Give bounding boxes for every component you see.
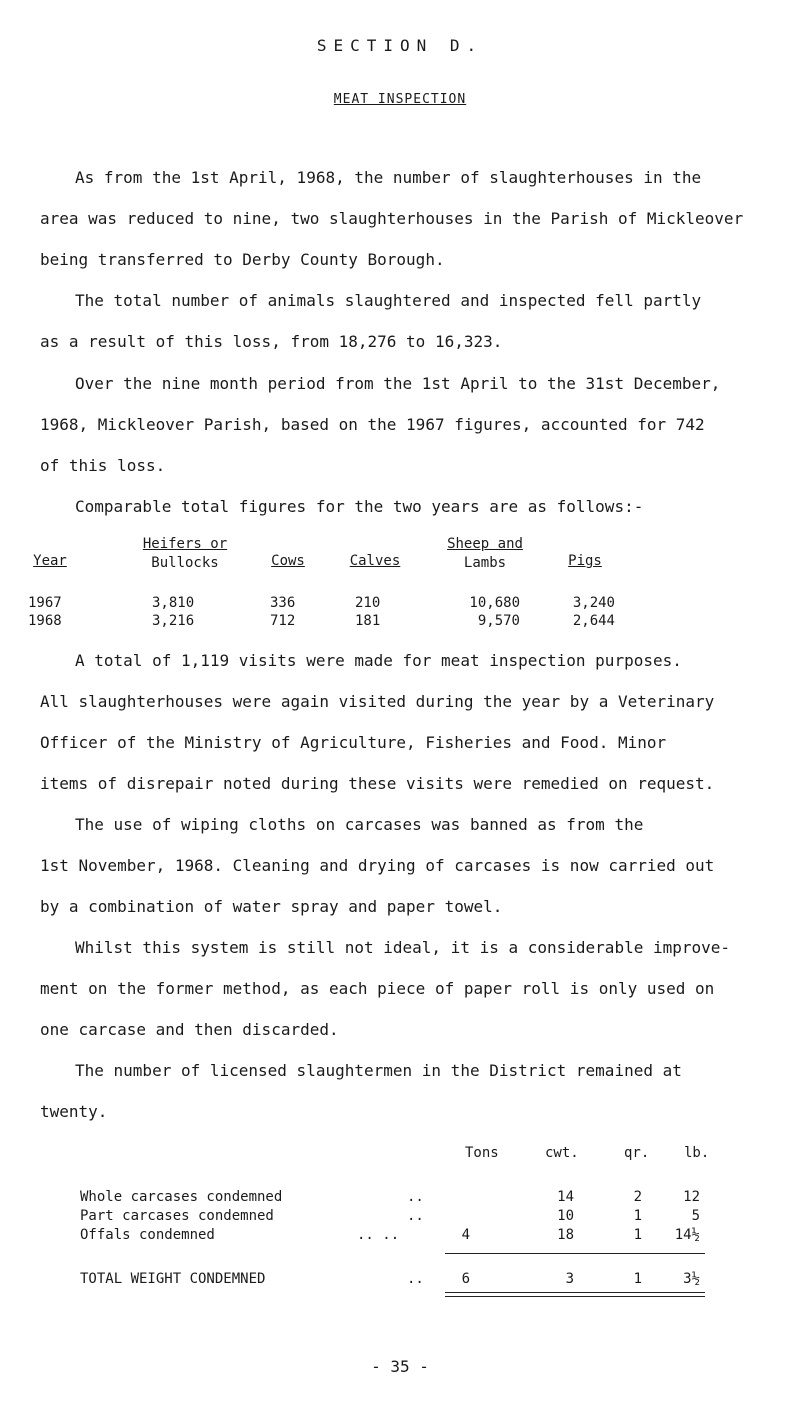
header-sheep-bottom: Lambs xyxy=(463,555,507,571)
row-label: Offals condemned xyxy=(80,1227,215,1243)
header-tons: Tons xyxy=(465,1145,499,1161)
header-pigs: Pigs xyxy=(568,553,602,569)
header-calves: Calves xyxy=(349,553,401,569)
total-rule-bottom xyxy=(445,1296,705,1297)
paragraph-line: area was reduced to nine, two slaughterhouses in the Parish of Mickleover xyxy=(40,209,744,228)
paragraph-line: as a result of this loss, from 18,276 to 16,323. xyxy=(40,332,503,351)
cell-lb: 14½ xyxy=(674,1227,700,1243)
paragraph-line: As from the 1st April, 1968, the number of slaughterhouses in the xyxy=(75,168,702,187)
cell-cwt: 14 xyxy=(557,1189,574,1205)
paragraph-line: twenty. xyxy=(40,1102,108,1121)
header-heifers-bottom: Bullocks xyxy=(151,555,219,571)
cell-calves: 210 xyxy=(355,595,381,611)
cell-tons: 4 xyxy=(461,1227,470,1243)
cell-heifers: 3,810 xyxy=(152,595,195,611)
cell-lb: 12 xyxy=(683,1189,700,1205)
paragraph-line: The total number of animals slaughtered and inspected fell partly xyxy=(75,291,702,310)
total-cwt: 3 xyxy=(565,1271,574,1287)
cell-pigs: 2,644 xyxy=(572,613,615,629)
paragraph-line: of this loss. xyxy=(40,456,166,475)
paragraph-line: The number of licensed slaughtermen in the District remained at xyxy=(75,1061,682,1080)
row-label: Whole carcases condemned xyxy=(80,1189,283,1205)
total-lb: 3½ xyxy=(683,1271,700,1287)
paragraph-line: ment on the former method, as each piece of paper roll is only used on xyxy=(40,979,715,998)
total-label: TOTAL WEIGHT CONDEMNED xyxy=(80,1271,266,1287)
page-number: - 35 - xyxy=(371,1357,429,1376)
cell-heifers: 3,216 xyxy=(152,613,195,629)
cell-pigs: 3,240 xyxy=(572,595,615,611)
total-tons: 6 xyxy=(461,1271,470,1287)
cell-qr: 2 xyxy=(633,1189,642,1205)
header-sheep-top: Sheep and xyxy=(447,536,523,552)
subtotal-rule xyxy=(445,1253,705,1254)
paragraph-line: Comparable total figures for the two years are as follows:- xyxy=(75,497,644,516)
cell-cwt: 10 xyxy=(557,1208,574,1224)
cell-calves: 181 xyxy=(355,613,381,629)
header-cows: Cows xyxy=(271,553,305,569)
cell-cows: 712 xyxy=(270,613,296,629)
header-lb: lb. xyxy=(684,1145,710,1161)
section-title: SECTION D. xyxy=(316,36,484,55)
total-rule-top xyxy=(445,1292,705,1293)
paragraph-line: 1968, Mickleover Parish, based on the 1967 figures, accounted for 742 xyxy=(40,415,705,434)
cell-qr: 1 xyxy=(633,1208,642,1224)
page-heading: MEAT INSPECTION xyxy=(333,92,467,107)
paragraph-line: All slaughterhouses were again visited during the year by a Veterinary xyxy=(40,692,715,711)
paragraph-line: 1st November, 1968. Cleaning and drying of carcases is now carried out xyxy=(40,856,715,875)
header-year: Year xyxy=(33,553,67,569)
paragraph-line: Officer of the Ministry of Agriculture, Fisheries and Food. Minor xyxy=(40,733,667,752)
paragraph-line: Whilst this system is still not ideal, it is a considerable improve- xyxy=(75,938,731,957)
cell-cwt: 18 xyxy=(557,1227,574,1243)
cell-sheep: 10,680 xyxy=(469,595,520,611)
cell-cows: 336 xyxy=(270,595,296,611)
paragraph-line: being transferred to Derby County Borough. xyxy=(40,250,445,269)
row-leader-dots: .. .. xyxy=(357,1227,400,1243)
row-leader-dots: .. xyxy=(407,1189,424,1205)
paragraph-line: one carcase and then discarded. xyxy=(40,1020,339,1039)
cell-qr: 1 xyxy=(633,1227,642,1243)
row-label: Part carcases condemned xyxy=(80,1208,274,1224)
row-leader-dots: .. xyxy=(407,1208,424,1224)
cell-year: 1968 xyxy=(28,613,62,629)
cell-lb: 5 xyxy=(691,1208,700,1224)
paragraph-line: by a combination of water spray and paper towel. xyxy=(40,897,503,916)
cell-year: 1967 xyxy=(28,595,62,611)
total-qr: 1 xyxy=(633,1271,642,1287)
row-leader-dots: .. xyxy=(407,1271,424,1287)
header-qr: qr. xyxy=(624,1145,650,1161)
paragraph-line: items of disrepair noted during these visits were remedied on request. xyxy=(40,774,715,793)
cell-sheep: 9,570 xyxy=(477,613,520,629)
header-heifers-top: Heifers or xyxy=(142,536,228,552)
paragraph-line: A total of 1,119 visits were made for meat inspection purposes. xyxy=(75,651,682,670)
paragraph-line: The use of wiping cloths on carcases was banned as from the xyxy=(75,815,644,834)
paragraph-line: Over the nine month period from the 1st April to the 31st December, xyxy=(75,374,721,393)
header-cwt: cwt. xyxy=(545,1145,579,1161)
